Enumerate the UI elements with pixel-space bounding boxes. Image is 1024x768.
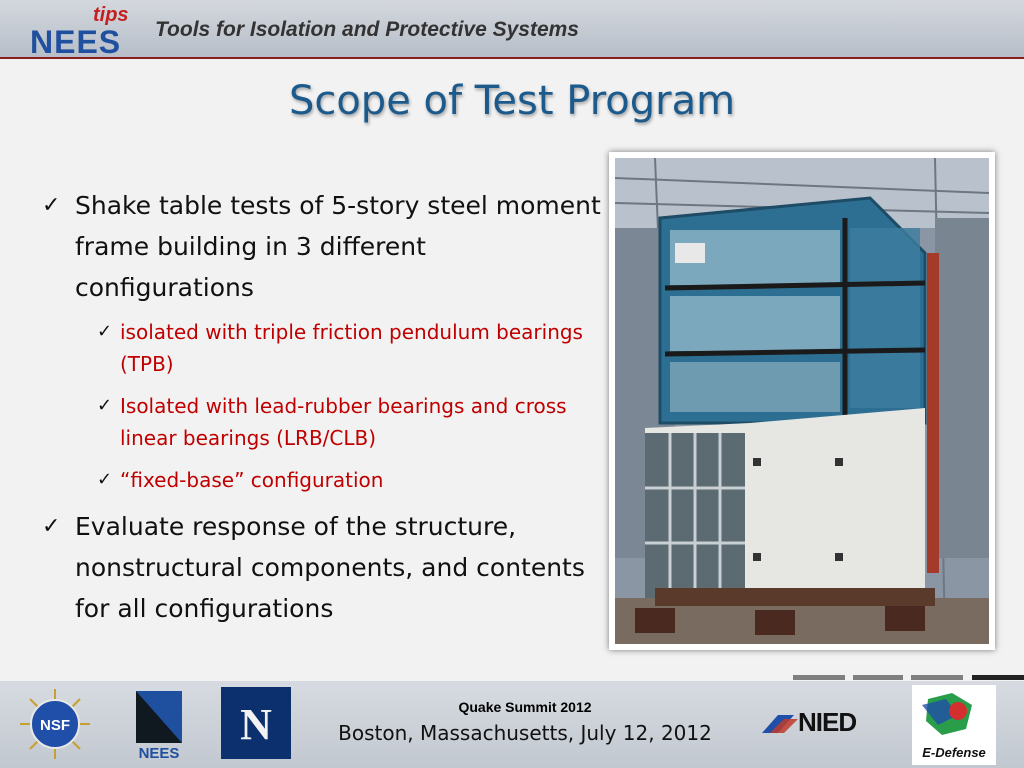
bullet-item — [42, 185, 602, 308]
nees-footer-logo — [128, 687, 190, 765]
nsf-logo — [20, 689, 90, 759]
indicator-bar — [793, 675, 845, 680]
sub-bullet-text: isolated with triple friction pendulum bearings (TPB) — [120, 320, 583, 376]
bullet-list — [42, 185, 602, 631]
tips-logo-text: tips — [93, 4, 129, 26]
e-defense-logo — [912, 685, 996, 765]
e-defense-logo-text: E-Defense — [922, 745, 986, 760]
sub-bullet-item — [42, 390, 602, 454]
nevada-logo — [221, 687, 291, 759]
indicator-bar — [911, 675, 963, 680]
footer-location-date: Boston, Massachusetts, July 12, 2012 — [338, 721, 712, 745]
indicator-bar — [853, 675, 903, 680]
nees-logo-text: NEES — [30, 24, 122, 60]
header-bar — [0, 0, 1024, 59]
checkmark-icon: ✓ — [97, 395, 113, 416]
nees-footer-logo-text: NEES — [138, 745, 180, 762]
nied-logo — [760, 707, 885, 739]
nsf-logo-text: NSF — [40, 717, 70, 734]
footer-bar — [0, 681, 1024, 768]
nees-tips-logo — [30, 4, 140, 60]
checkmark-icon: ✓ — [42, 514, 61, 539]
shake-table-building-photo — [615, 158, 989, 644]
nevada-logo-text: N — [240, 700, 272, 749]
sub-bullet-text: “fixed-base” configuration — [120, 468, 384, 492]
bullet-item — [42, 506, 602, 629]
checkmark-icon: ✓ — [97, 321, 113, 342]
sub-bullet-item — [42, 464, 602, 496]
sub-bullet-item — [42, 316, 602, 380]
slide-title: Scope of Test Program — [288, 78, 736, 124]
nied-logo-text: NIED — [798, 707, 857, 737]
checkmark-icon: ✓ — [97, 469, 113, 490]
indicator-bar-active — [972, 675, 1024, 680]
footer-event-name: Quake Summit 2012 — [458, 699, 592, 715]
checkmark-icon: ✓ — [42, 193, 61, 218]
sub-bullet-text: Isolated with lead-rubber bearings and cross linear bearings (LRB/CLB) — [120, 394, 567, 450]
header-title: Tools for Isolation and Protective Systems — [155, 18, 579, 41]
bullet-text: Evaluate response of the structure, nonstructural components, and contents for all configurations — [75, 512, 585, 623]
building-photo-frame — [609, 152, 995, 650]
bullet-text: Shake table tests of 5-story steel moment frame building in 3 different configurations — [75, 191, 601, 302]
